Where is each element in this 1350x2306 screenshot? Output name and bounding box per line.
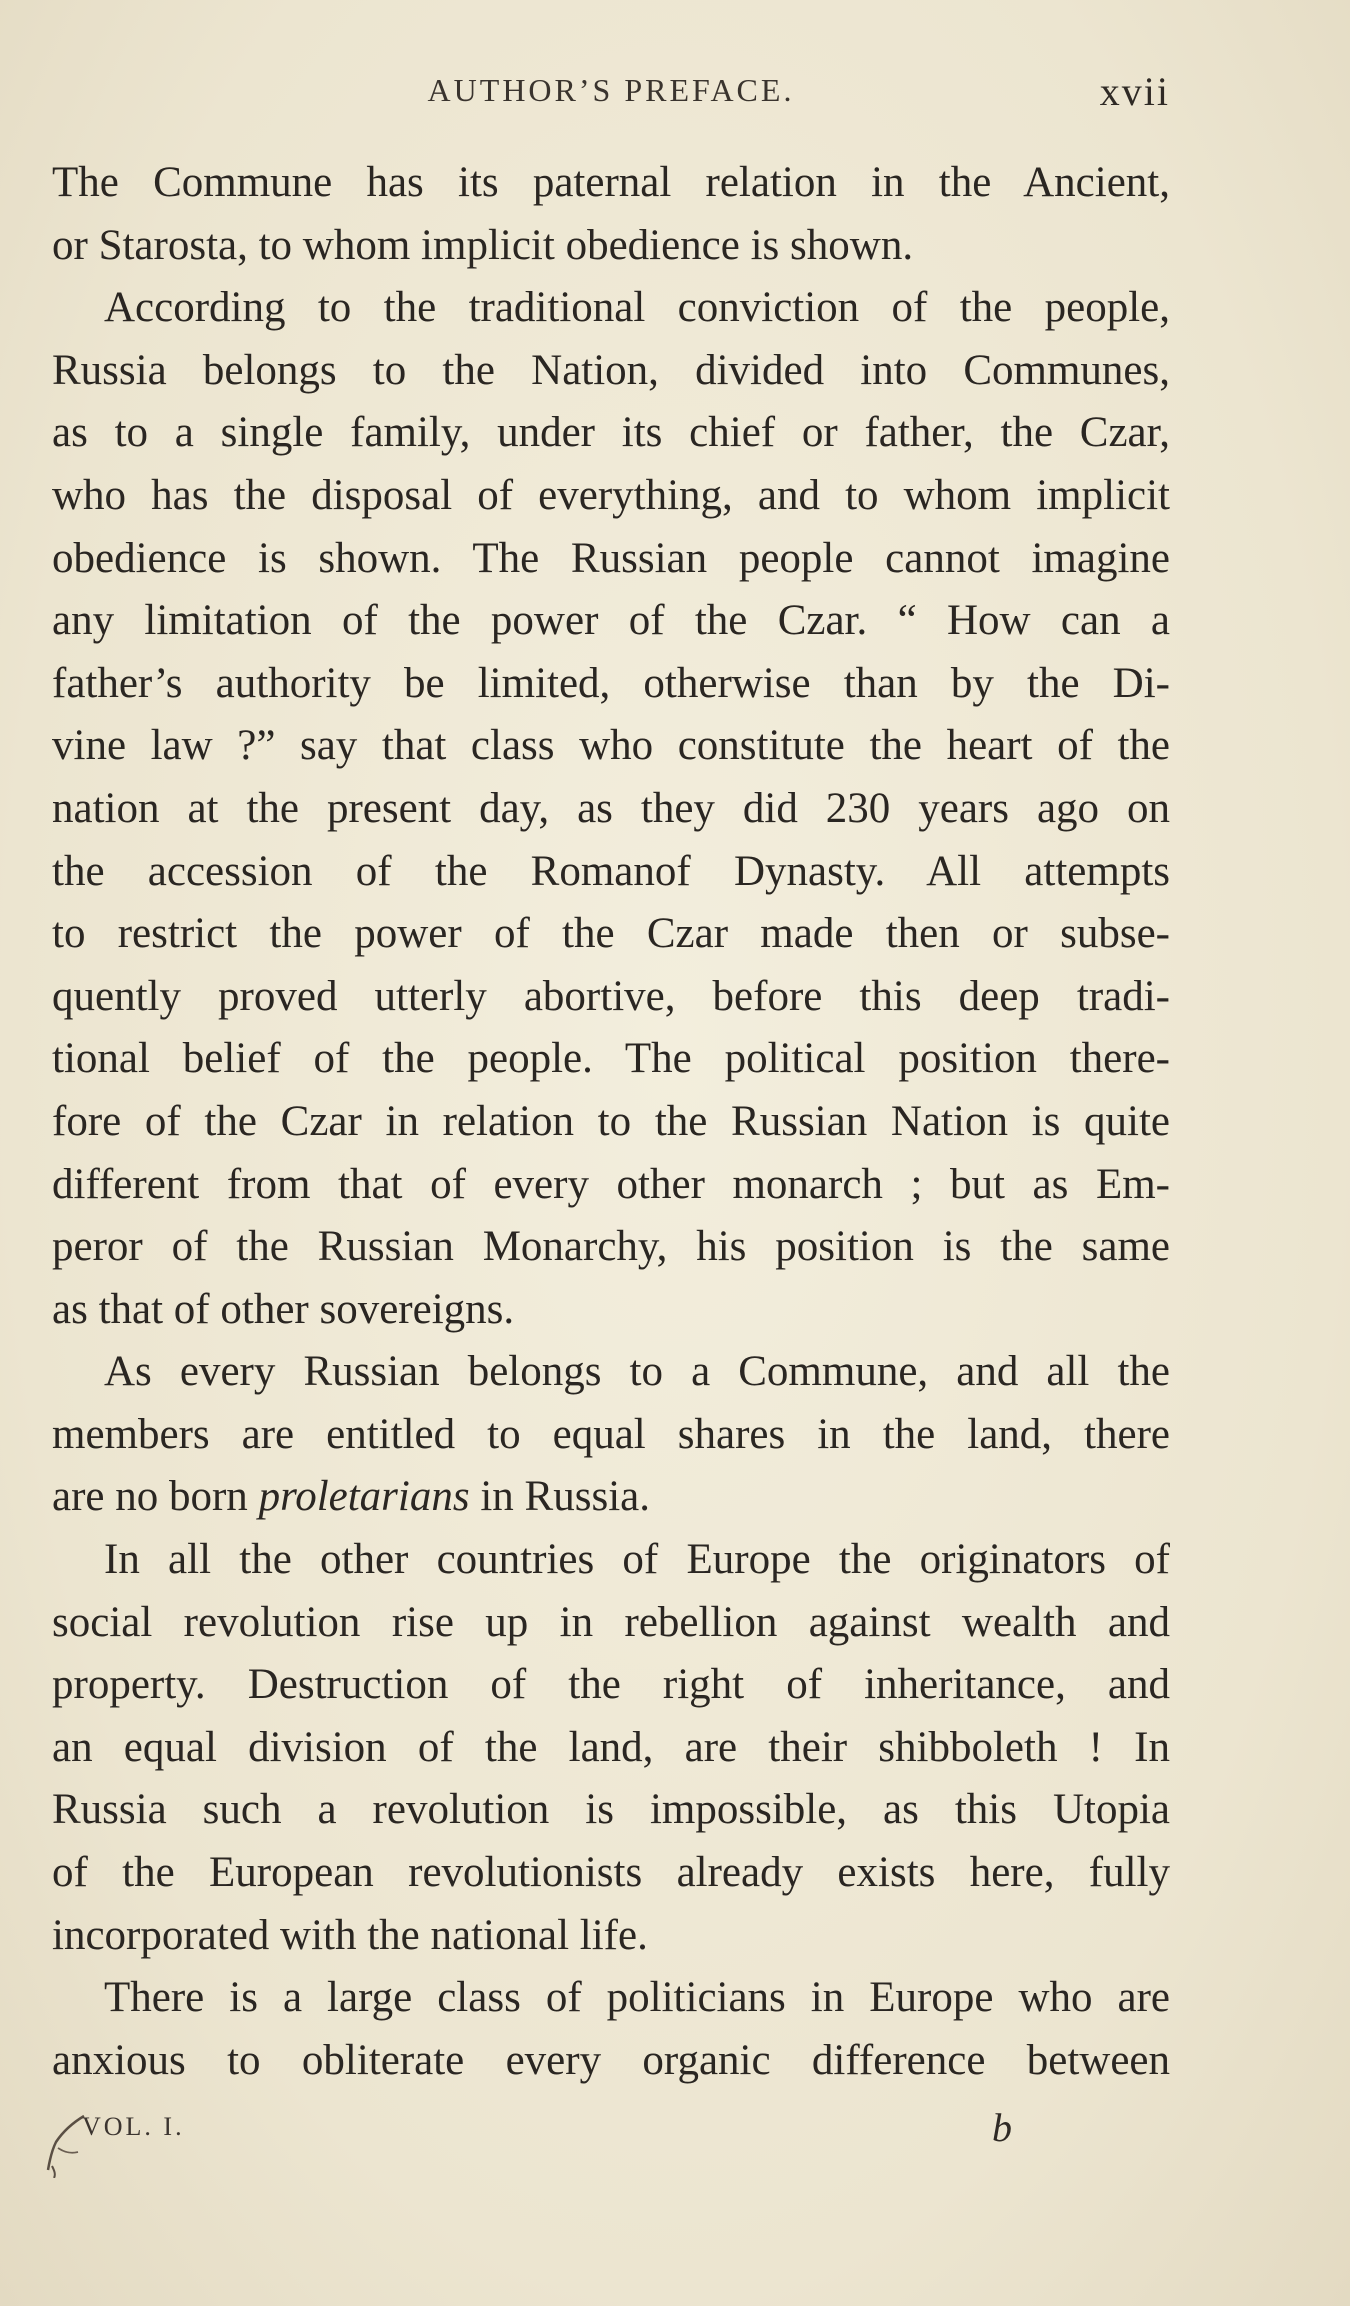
text-line: Russia such a revolution is impossible, as this Utopia [52,1786,1170,1834]
text-line: nation at the present day, as they did 230 years ago on [52,784,1170,832]
text-line: different from that of every other monarch ; but as Em- [52,1160,1170,1208]
paragraph-start-line: According to the traditional conviction of the people, [104,284,1170,332]
page-number: xvii [1099,69,1170,114]
text-line: an equal division of the land, are their shibboleth ! In [52,1723,1170,1771]
text-line: obedience is shown. The Russian people cannot imagine [52,534,1170,582]
text-line: or Starosta, to whom implicit obedience is shown. [52,221,914,269]
text-line: who has the disposal of everything, and to whom implicit [52,471,1170,519]
text-segment: in Russia. [469,1473,650,1521]
text-line: anxious to obliterate every organic difference between [52,2036,1170,2084]
paragraph-start-line: In all the other countries of Europe the originators of [104,1536,1170,1584]
text-line: peror of the Russian Monarchy, his position is the same [52,1223,1170,1271]
text-line: tional belief of the people. The political position there- [52,1035,1170,1083]
paragraph-start-line: As every Russian belongs to a Commune, and all the [104,1348,1170,1396]
text-line: of the European revolutionists already exists here, fully [52,1849,1170,1897]
text-line: incorporated with the national life. [52,1911,648,1959]
text-line: father’s authority be limited, otherwise than by the Di- [52,659,1170,707]
text-segment: are no born [52,1473,259,1521]
text-line: as to a single family, under its chief or father, the Czar, [52,409,1170,457]
text-line: The Commune has its paternal relation in the Ancient, [52,159,1170,206]
paragraph-start-line: There is a large class of politicians in Europe who are [104,1974,1170,2022]
text-line: any limitation of the power of the Czar. “ How can a [52,597,1170,645]
text-line: quently proved utterly abortive, before this deep tradi- [52,972,1170,1020]
text-line: fore of the Czar in relation to the Russian Nation is quite [52,1097,1170,1145]
signature-letter: b [992,2105,1012,2150]
text-line: as that of other sovereigns. [52,1285,515,1333]
body-text [52,152,1170,2092]
text-line: Russia belongs to the Nation, divided into Communes, [52,346,1170,394]
italic-term: proletarians [258,1473,470,1521]
text-line: social revolution rise up in rebellion against wealth and [52,1598,1170,1646]
text-line: to restrict the power of the Czar made then or subse- [52,910,1170,958]
signature-label: VOL. I. [82,2112,185,2141]
text-line: members are entitled to equal shares in the land, there [52,1410,1170,1458]
text-line: vine law ?” say that class who constitute the heart of the [52,722,1170,770]
text-line: property. Destruction of the right of inheritance, and [52,1661,1170,1709]
text-line [52,1466,1170,1529]
running-title: AUTHOR’S PREFACE. [427,72,795,108]
text-line: the accession of the Romanof Dynasty. All attempts [52,847,1170,895]
page-footer [52,2105,1170,2168]
running-head [52,66,1170,116]
